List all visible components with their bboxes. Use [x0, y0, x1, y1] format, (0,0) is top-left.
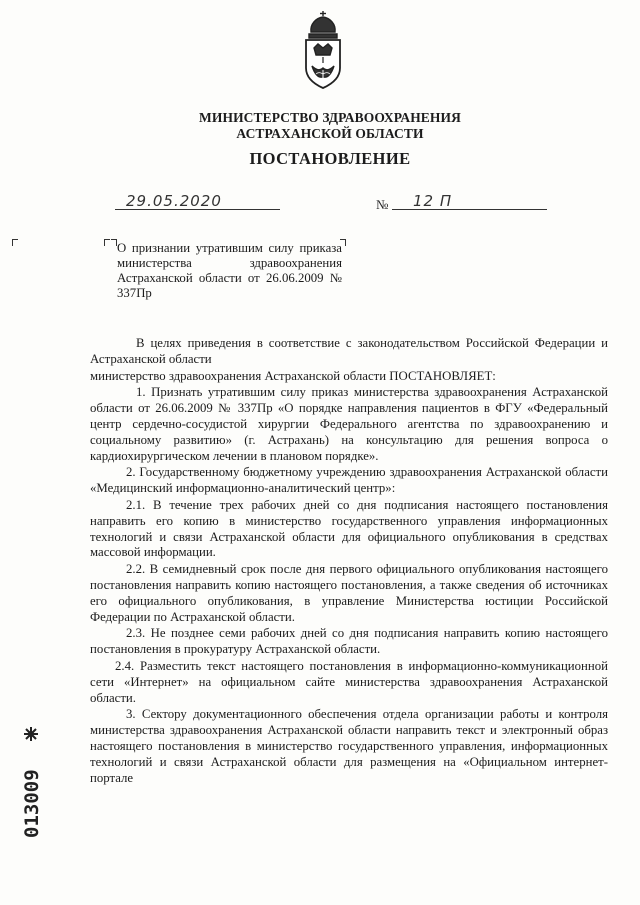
intro-paragraph: В целях приведения в соответствие с законодательством Российской Федерации и Астраханской области — [90, 336, 608, 366]
date-underline — [115, 209, 280, 210]
paragraph-3: 3. Сектору документационного обеспечения отдела организации работы и контроля министерства здравоохранения Астраханской области направить текст и электронный образ настоящего постановления в министерство государственного управления, информационных технологий и связи Астраханской области для размещения на «Официальном интернет-портале — [90, 707, 608, 785]
document-type-heading: ПОСТАНОВЛЕНИЕ — [249, 149, 411, 168]
paragraph-1: 1. Признать утратившим силу приказ министерства здравоохранения Астраханской области от 26.06.2009 № 337Пр «О порядке направления пациентов в ФГУ «Федеральный центр сердечно-сосудистой хирургии Федерального агентства по здравоохранению и социальному развитию» (г. Астрахань) на консультацию для решения вопроса о кардиохирургическом лечении в плановом порядке». — [90, 385, 608, 463]
decree-line: министерство здравоохранения Астраханской области ПОСТАНОВЛЯЕТ: — [90, 368, 496, 383]
paragraph-2-4: 2.4. Разместить текст настоящего постановления в информационно-коммуникационной сети «Интернет» на официальном сайте министерства здравоохранения Астраханской области. — [90, 658, 608, 705]
coat-of-arms-icon — [298, 8, 348, 94]
number-label: № — [376, 197, 389, 212]
paragraph-2: 2. Государственному бюджетному учреждению здравоохранения Астраханской области «Медицинский информационно-аналитический центр»: — [90, 465, 608, 496]
serial-number-text: 013009 — [21, 769, 43, 838]
ministry-name-line2: АСТРАХАНСКОЙ ОБЛАСТИ — [236, 126, 424, 141]
paragraph-2-2: 2.2. В семидневный срок после дня первого официального опубликования настоящего постановления направить копию настоящего постановления, а также сведения об источниках его официального опубликования, в управление Министерства юстиции Российской Федерации по Астраханской области. — [90, 562, 608, 624]
snowflake-mark-icon — [24, 727, 38, 741]
bracket-corner-title-left — [104, 239, 110, 246]
ministry-name-line1: МИНИСТЕРСТВО ЗДРАВООХРАНЕНИЯ — [199, 110, 461, 125]
paragraph-2-1: 2.1. В течение трех рабочих дней со дня подписания настоящего постановления направить его копию в министерство государственного управления информационных технологий и связи Астраханской области для официального опубликования в средствах массовой информации. — [90, 497, 608, 560]
document-title: О признании утратившим силу приказа министерства здравоохранения Астраханской области от 26.06.2009 № 337Пр — [117, 241, 342, 300]
serial-stamp — [17, 720, 45, 840]
bracket-corner-left — [12, 239, 18, 246]
document-body — [90, 336, 608, 787]
paragraph-2-3: 2.3. Не позднее семи рабочих дней со дня подписания направить копию настоящего постановления в прокуратуру Астраханской области. — [90, 626, 608, 657]
handwritten-date: 29.05.2020 — [126, 192, 222, 210]
handwritten-number: 12 П — [413, 192, 453, 210]
number-underline — [392, 209, 547, 210]
